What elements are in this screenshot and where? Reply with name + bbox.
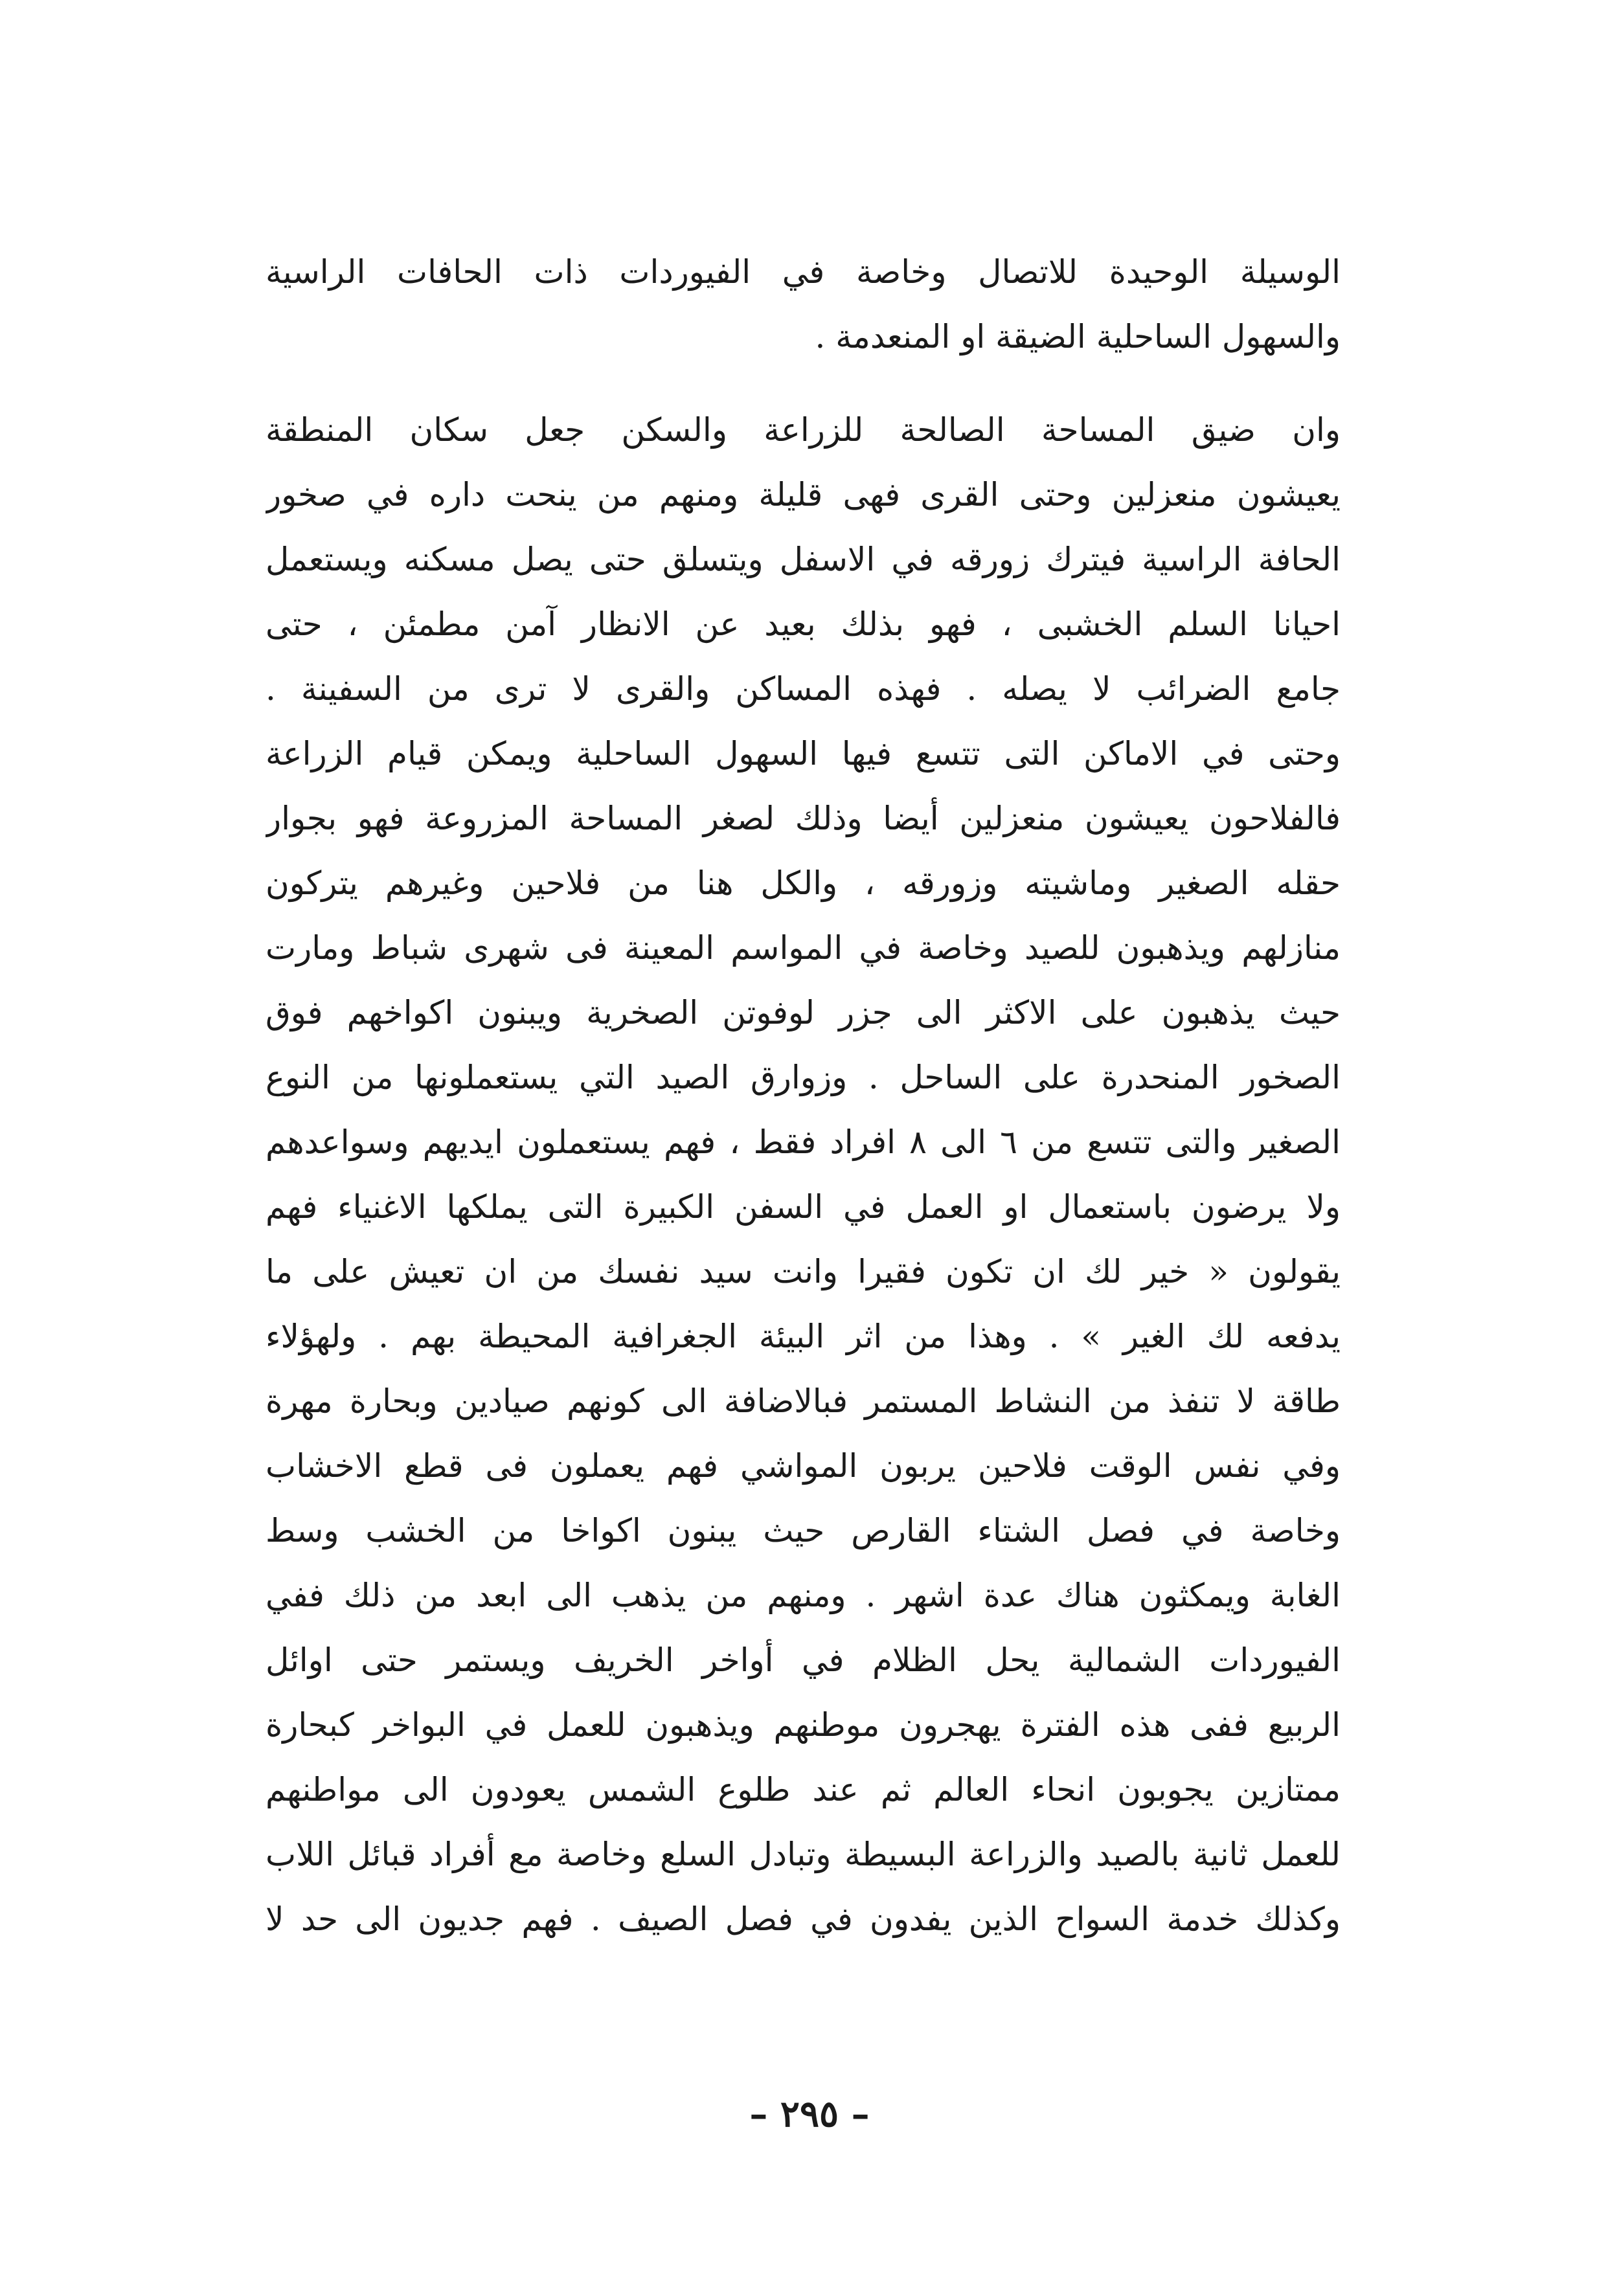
text-line: الوسيلة الوحيدة للاتصال وخاصة في الفيوردات ذات الحافات الراسية [266, 253, 1341, 291]
text-line: الحافة الراسية فيترك زورقه في الاسفل ويتسلق حتى يصل مسكنه ويستعمل [266, 541, 1341, 578]
text-line: وخاصة في فصل الشتاء القارص حيث يبنون اكواخا من الخشب وسط [266, 1512, 1341, 1549]
text-line: الغابة ويمكثون هناك عدة اشهر . ومنهم من يذهب الى ابعد من ذلك ففي [266, 1577, 1341, 1614]
text-line: الربيع ففى هذه الفترة يهجرون موطنهم ويذهبون للعمل في البواخر كبحارة [266, 1706, 1341, 1744]
text-line: يعيشون منعزلين وحتى القرى فهى قليلة ومنهم من ينحت داره في صخور [266, 476, 1341, 513]
text-line: للعمل ثانية بالصيد والزراعة البسيطة وتبادل السلع وخاصة مع أفراد قبائل اللاب [266, 1836, 1341, 1873]
text-line: وفي نفس الوقت فلاحين يربون المواشي فهم يعملون فى قطع الاخشاب [266, 1447, 1341, 1485]
text-line: الصخور المنحدرة على الساحل . وزوارق الصيد التي يستعملونها من النوع [266, 1059, 1341, 1096]
text-line: والسهول الساحلية الضيقة او المنعدمة . [815, 318, 1341, 355]
text-line: وحتى في الاماكن التى تتسع فيها السهول الساحلية ويمكن قيام الزراعة [266, 735, 1341, 772]
text-line: الفيوردات الشمالية يحل الظلام في أواخر الخريف ويستمر حتى اوائل [266, 1641, 1341, 1679]
text-line: ممتازين يجوبون انحاء العالم ثم عند طلوع الشمس يعودون الى مواطنهم [266, 1771, 1341, 1808]
text-line: جامع الضرائب لا يصله . فهذه المساكن والقرى لا ترى من السفينة . [266, 670, 1341, 708]
body-text [266, 240, 1341, 1952]
text-line: حيث يذهبون على الاكثر الى جزر لوفوتن الصخرية ويبنون اكواخهم فوق [266, 994, 1341, 1031]
text-line: الصغير والتى تتسع من ٦ الى ٨ افراد فقط ، فهم يستعملون ايديهم وسواعدهم [266, 1123, 1341, 1161]
text-line: وكذلك خدمة السواح الذين يفدون في فصل الصيف . فهم جديون الى حد لا [266, 1900, 1341, 1938]
text-line: يدفعه لك الغير » . وهذا من اثر البيئة الجغرافية المحيطة بهم . ولهؤلاء [266, 1318, 1341, 1355]
text-line: فالفلاحون يعيشون منعزلين أيضا وذلك لصغر المساحة المزروعة فهو بجوار [266, 800, 1341, 837]
text-line: وان ضيق المساحة الصالحة للزراعة والسكن جعل سكان المنطقة [266, 411, 1341, 449]
paragraph-2 [266, 398, 1341, 1952]
text-line: حقله الصغير وماشيته وزورقه ، والكل هنا من فلاحين وغيرهم يتركون [266, 864, 1341, 902]
text-line: طاقة لا تنفذ من النشاط المستمر فبالاضافة الى كونهم صيادين وبحارة مهرة [266, 1382, 1341, 1420]
text-line: احيانا السلم الخشبى ، فهو بذلك بعيد عن الانظار آمن مطمئن ، حتى [266, 605, 1341, 643]
text-line: يقولون « خير لك ان تكون فقيرا وانت سيد نفسك من ان تعيش على ما [266, 1253, 1341, 1290]
text-line: ولا يرضون باستعمال او العمل في السفن الكبيرة التى يملكها الاغنياء فهم [266, 1188, 1341, 1226]
paragraph-1 [266, 240, 1341, 369]
text-line: منازلهم ويذهبون للصيد وخاصة في المواسم المعينة فى شهرى شباط ومارت [266, 929, 1341, 967]
page-number: – ٢٩٥ – [749, 2093, 870, 2135]
